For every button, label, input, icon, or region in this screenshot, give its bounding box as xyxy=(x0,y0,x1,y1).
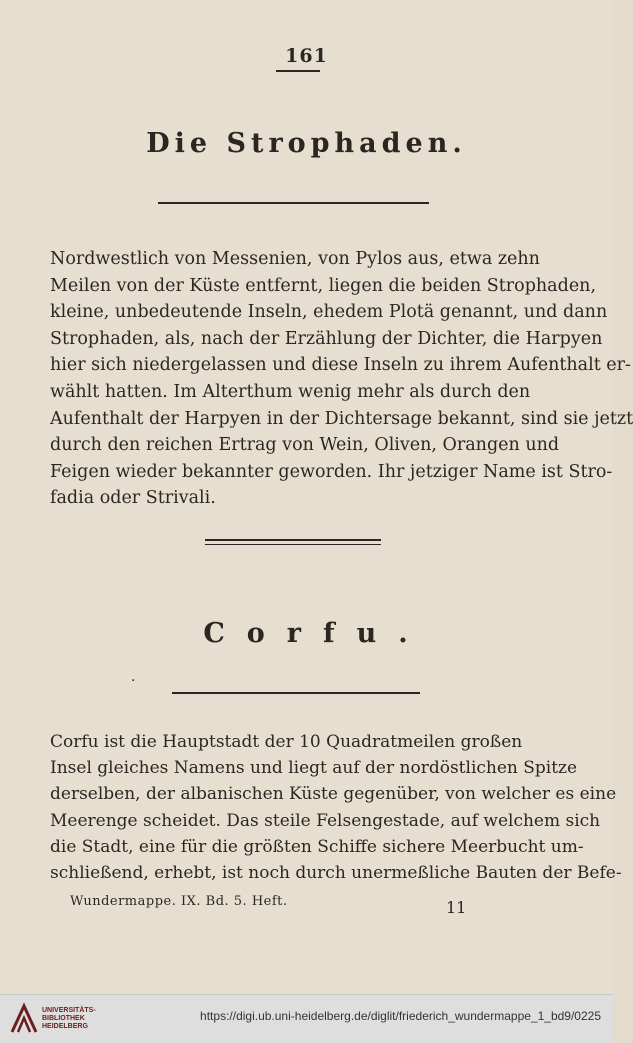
paragraph-corfu xyxy=(50,729,622,886)
text-line: Strophaden, als, nach der Erzählung der Dichter, die Harpyen xyxy=(50,328,603,349)
ink-speck: · xyxy=(131,673,136,689)
text-line: Insel gleiches Namens und liegt auf der nordöstlichen Spitze xyxy=(50,758,578,779)
text-line: die Stadt, eine für die größten Schiffe sichere Meerbucht um- xyxy=(50,836,584,857)
paragraph-strophaden xyxy=(50,246,633,512)
text-line: wählt hatten. Im Alterthum wenig mehr als durch den xyxy=(50,381,531,402)
page-number-underline xyxy=(276,70,320,72)
text-line: Nordwestlich von Messenien, von Pylos aus, etwa zehn xyxy=(50,249,540,269)
sheet-number: 11 xyxy=(446,898,467,917)
heading-rule xyxy=(172,692,420,694)
text-line: kleine, unbedeutende Inseln, ehedem Plotä genannt, und dann xyxy=(50,302,608,323)
section-divider-bottom xyxy=(205,544,381,545)
signature-line: Wundermappe. IX. Bd. 5. Heft. xyxy=(70,894,288,909)
library-name-line: BIBLIOTHEK xyxy=(42,1015,85,1022)
library-name-line: UNIVERSITÄTS- xyxy=(42,1007,96,1014)
page-number: 161 xyxy=(285,45,328,67)
text-line: durch den reichen Ertrag von Wein, Oliven, Orangen und xyxy=(50,435,560,456)
text-line: Aufenthalt der Harpyen in der Dichtersage bekannt, sind sie jetzt xyxy=(50,408,633,429)
text-line: schließend, erhebt, ist noch durch unermeßliche Bauten der Befe- xyxy=(50,862,622,883)
text-line: Corfu ist die Hauptstadt der 10 Quadratmeilen großen xyxy=(50,732,523,752)
heading-rule xyxy=(158,202,429,204)
heading-strophaden: Die Strophaden. xyxy=(146,128,467,159)
viewer-footer-bar xyxy=(0,994,613,1043)
library-name[interactable] xyxy=(42,1007,96,1031)
text-line: fadia oder Strivali. xyxy=(50,488,216,509)
university-library-logo-icon[interactable] xyxy=(10,1004,38,1034)
text-line: hier sich niedergelassen und diese Inseln zu ihrem Aufenthalt er- xyxy=(50,355,631,376)
library-name-line: HEIDELBERG xyxy=(42,1023,88,1030)
text-line: Feigen wieder bekannter geworden. Ihr jetziger Name ist Stro- xyxy=(50,461,613,482)
section-divider-top xyxy=(205,539,381,541)
permalink-url[interactable]: https://digi.ub.uni-heidelberg.de/diglit/friederich_wundermappe_1_bd9/0225 xyxy=(200,1009,601,1023)
text-line: derselben, der albanischen Küste gegenüber, von welcher es eine xyxy=(50,784,617,805)
text-line: Meilen von der Küste entfernt, liegen die beiden Strophaden, xyxy=(50,275,597,296)
text-line: Meerenge scheidet. Das steile Felsengestade, auf welchem sich xyxy=(50,810,601,831)
heading-corfu: Corfu. xyxy=(203,618,430,649)
